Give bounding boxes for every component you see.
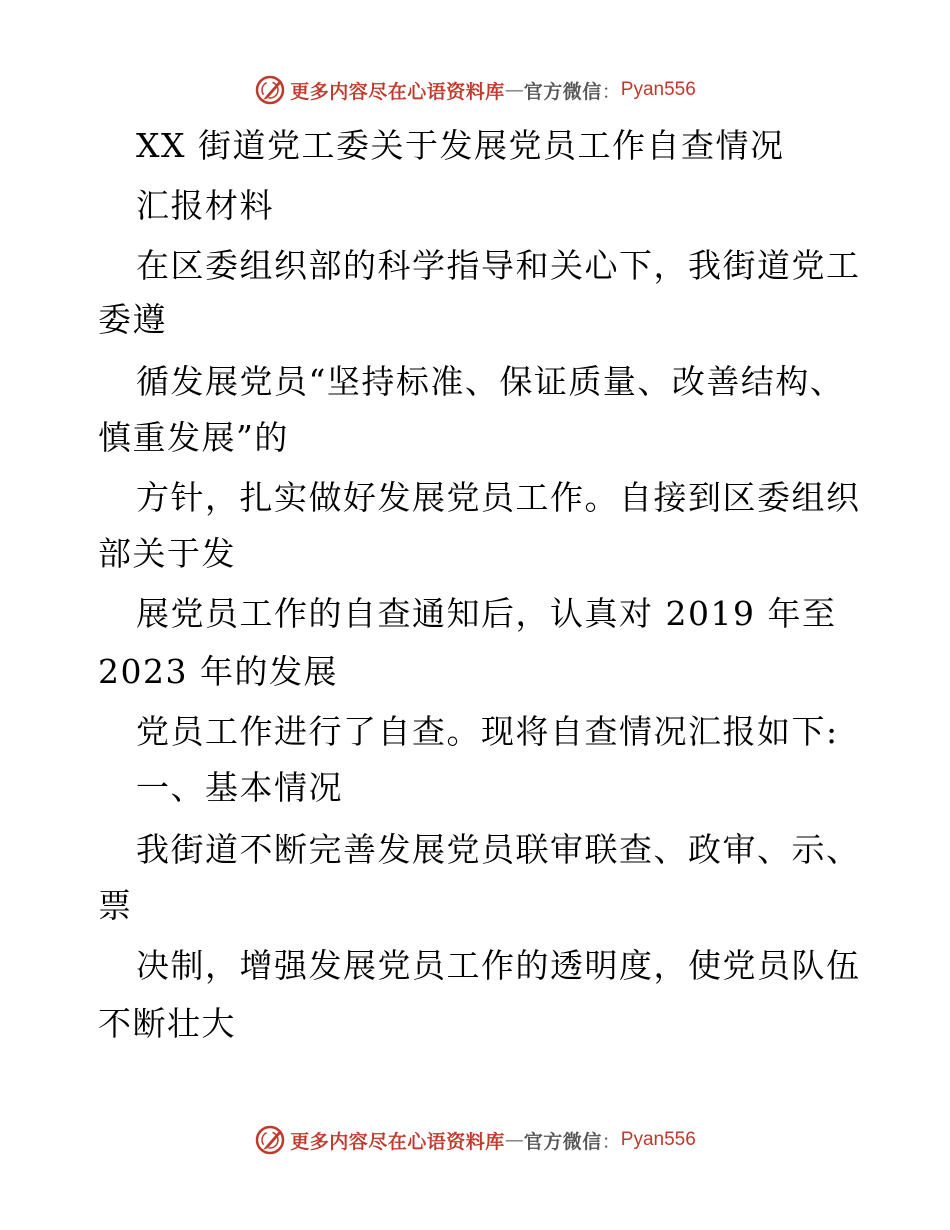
watermark-wechat-label: 官方微信 bbox=[523, 1130, 602, 1153]
watermark-account: Pyan556 bbox=[620, 79, 696, 100]
quill-logo-icon bbox=[254, 74, 286, 106]
doc-paragraph-line: 党员工作进行了自查。现将自查情况汇报如下: bbox=[136, 712, 839, 751]
doc-paragraph-line: 慎重发展”的 bbox=[98, 418, 289, 457]
doc-paragraph-line: 委遵 bbox=[98, 300, 167, 339]
doc-paragraph-line: 我街道不断完善发展党员联审联查、政审、示、 bbox=[136, 830, 861, 869]
watermark-brand-text: 更多内容尽在心语资料库 bbox=[290, 1130, 505, 1153]
doc-paragraph-line: 方针，扎实做好发展党员工作。自接到区委组织 bbox=[136, 478, 861, 517]
footer-watermark-banner bbox=[0, 1120, 950, 1160]
watermark-separator: — bbox=[504, 79, 524, 101]
watermark-colon: ： bbox=[601, 80, 621, 103]
header-watermark-banner bbox=[0, 70, 950, 110]
doc-paragraph-line: 2023 年的发展 bbox=[98, 652, 338, 691]
doc-title-line-2: 汇报材料 bbox=[136, 186, 274, 225]
doc-paragraph-line: 票 bbox=[98, 886, 133, 925]
doc-paragraph-line: 展党员工作的自查通知后，认真对 2019 年至 bbox=[136, 594, 837, 633]
quill-logo-icon bbox=[254, 1124, 286, 1156]
doc-section-heading: 一、基本情况 bbox=[136, 768, 343, 807]
watermark-account: Pyan556 bbox=[620, 1129, 696, 1150]
doc-paragraph-line: 部关于发 bbox=[98, 534, 236, 573]
doc-paragraph-line: 不断壮大 bbox=[98, 1004, 236, 1043]
doc-paragraph-line: 循发展党员“坚持标准、保证质量、改善结构、 bbox=[136, 362, 845, 401]
watermark-separator: — bbox=[504, 1129, 524, 1151]
doc-title-line-1: XX 街道党工委关于发展党员工作自查情况 bbox=[136, 126, 785, 165]
doc-paragraph-line: 决制，增强发展党员工作的透明度，使党员队伍 bbox=[136, 946, 861, 985]
watermark-wechat-label: 官方微信 bbox=[523, 80, 602, 103]
watermark-brand-text: 更多内容尽在心语资料库 bbox=[290, 80, 505, 103]
doc-paragraph-line: 在区委组织部的科学指导和关心下，我街道党工 bbox=[136, 246, 861, 285]
watermark-colon: ： bbox=[601, 1130, 621, 1153]
